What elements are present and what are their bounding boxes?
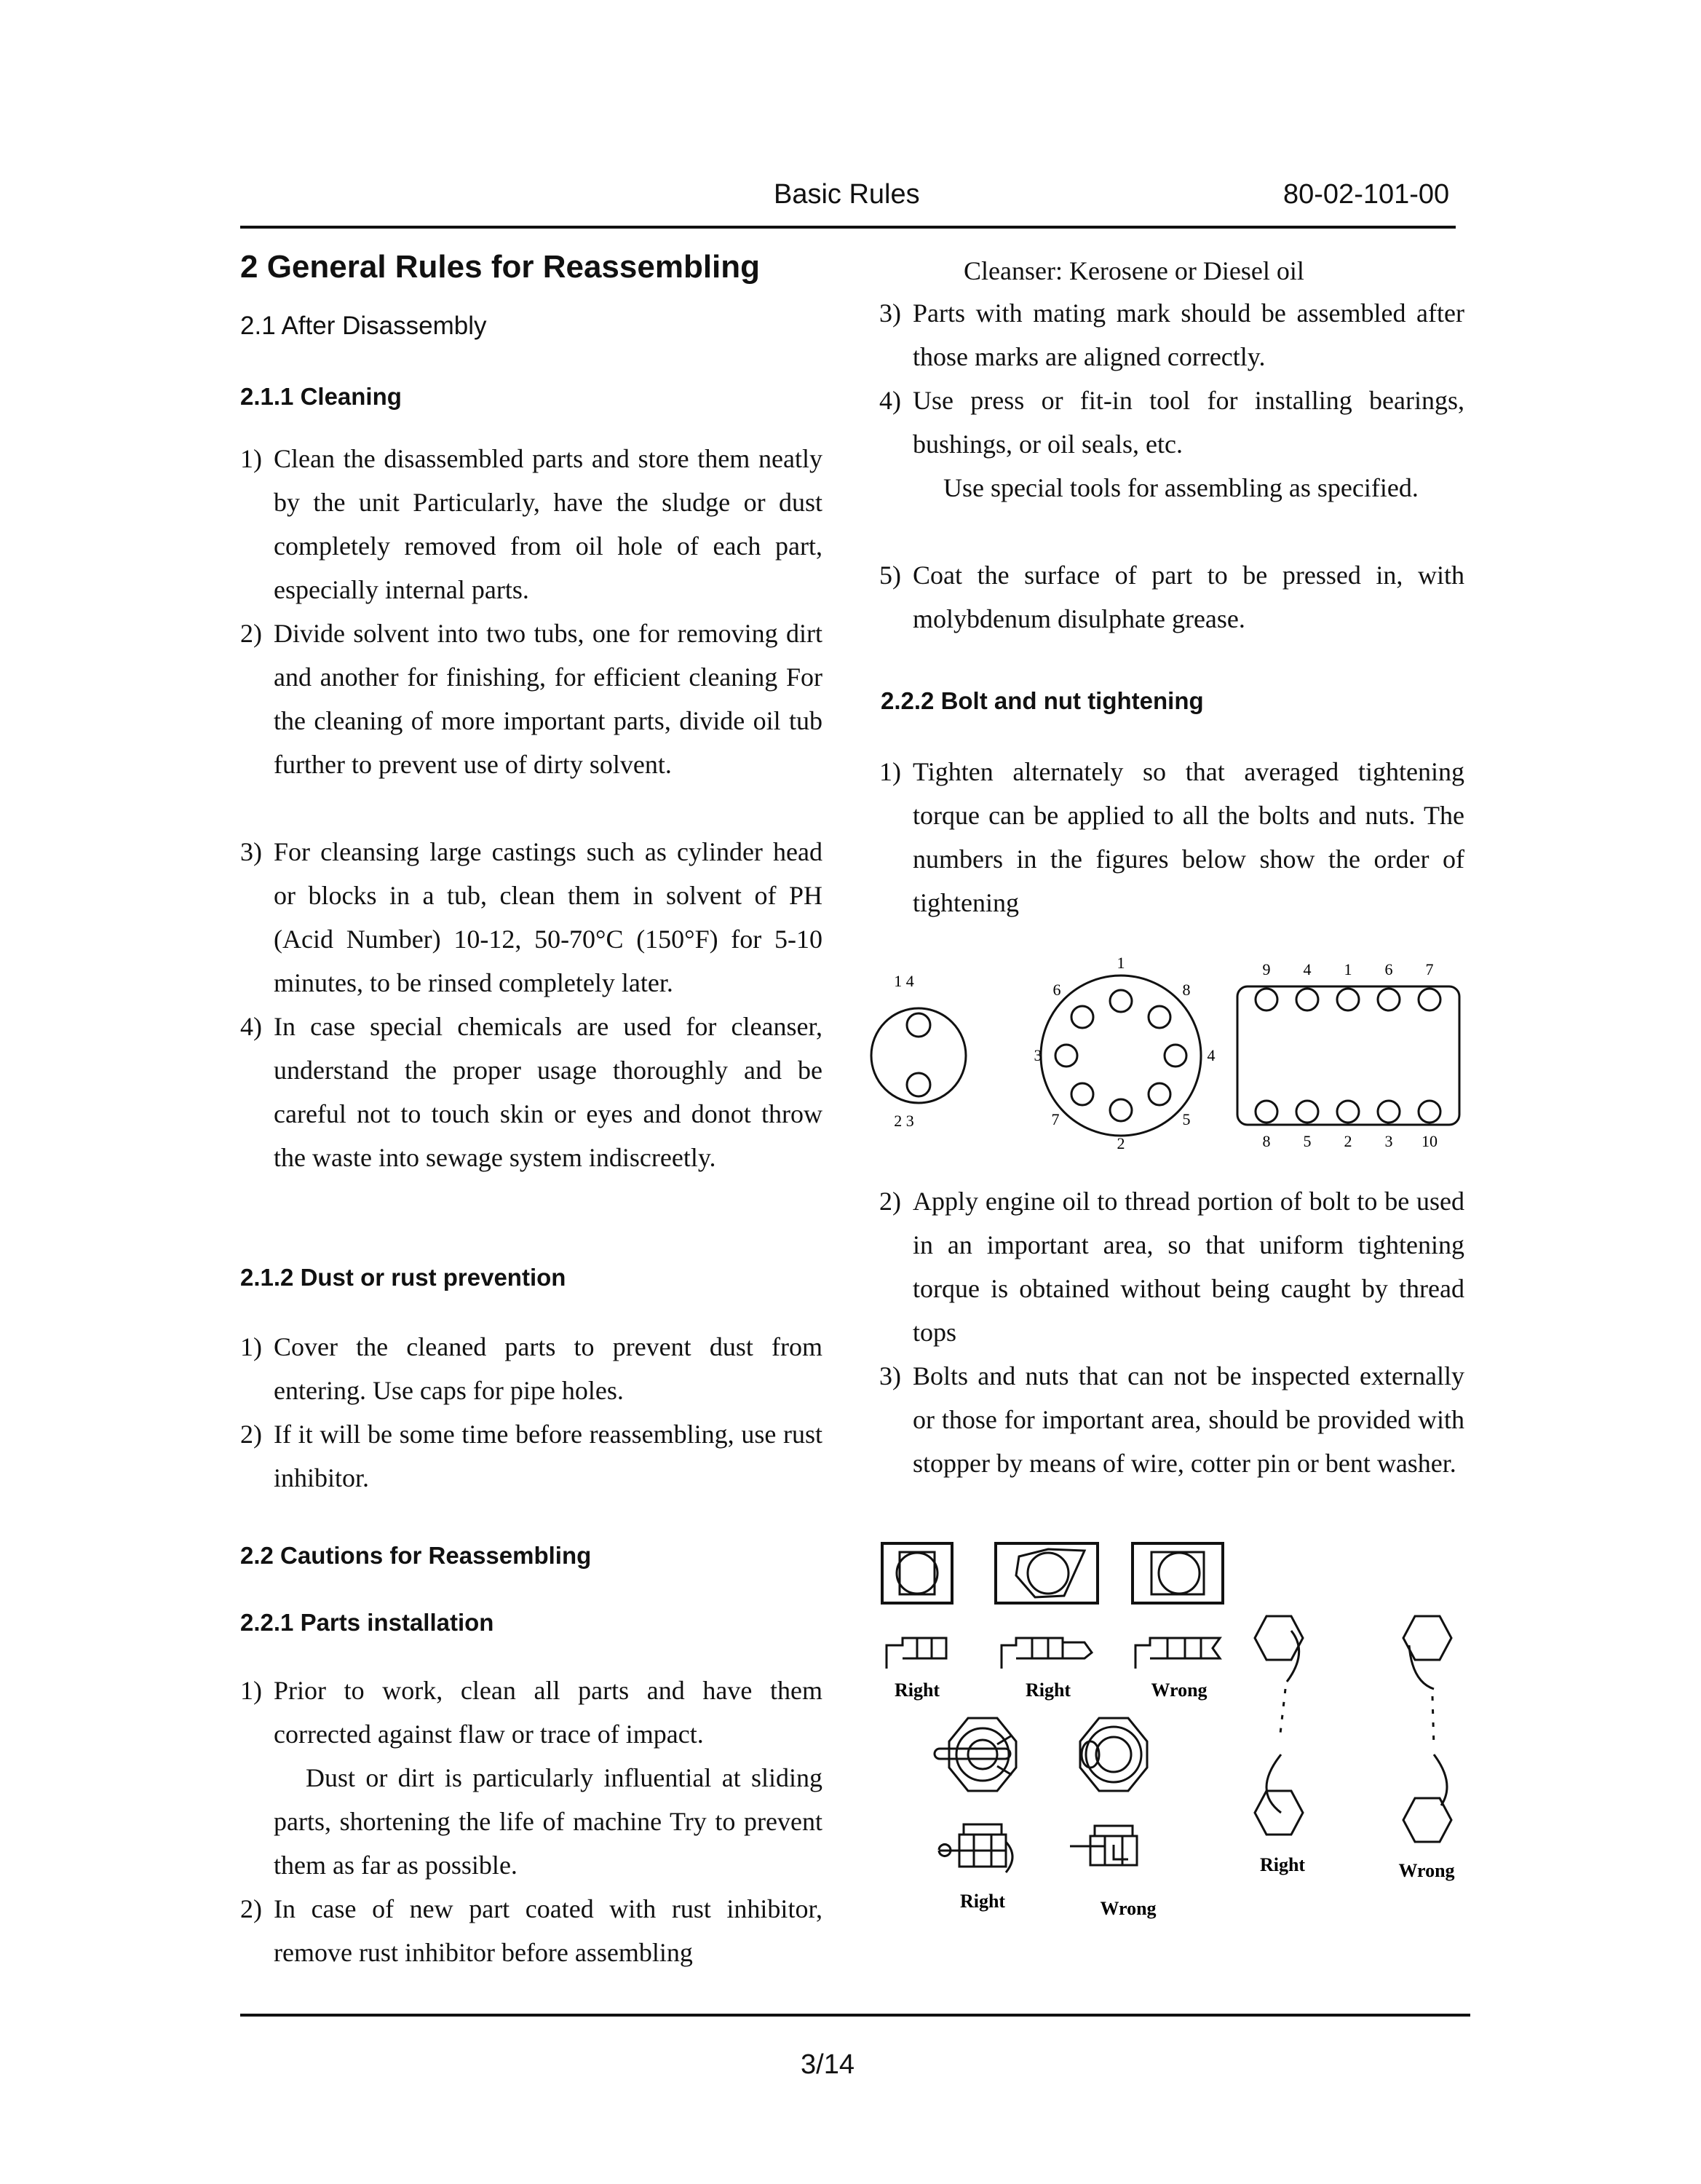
tighten-item-3 [879, 1354, 1464, 1485]
lock-wire-wrong [1398, 1616, 1454, 1881]
header-rule [240, 226, 1456, 229]
header-section-title: Basic Rules [774, 179, 920, 210]
ten-bolt-rectangle [1237, 960, 1459, 1150]
parts-item-2 [240, 1887, 822, 1974]
eight-bolt-ring [1034, 954, 1216, 1152]
wire-caption: Wrong [1398, 1860, 1455, 1881]
item-number: 1) [240, 1332, 262, 1361]
ring-label: 1 [1117, 954, 1125, 972]
washer-caption: Right [894, 1679, 940, 1701]
item-text: If it will be some time before reassembling, use rust inhibitor. [274, 1420, 822, 1492]
item-number: 3) [879, 1361, 901, 1390]
ring-label: 8 [1182, 981, 1191, 999]
two-bolt-bottom-label: 2 3 [894, 1112, 914, 1130]
rect-top-label: 9 [1262, 960, 1271, 978]
item-text: Tighten alternately so that averaged tightening torque can be applied to all the bolts and nuts. The numbers in the figures below show the order of tightening [913, 757, 1464, 917]
wire-caption: Right [1259, 1854, 1306, 1875]
tighten-item-2 [879, 1179, 1464, 1354]
item-text: Bolts and nuts that can not be inspected externally or those for important area, should be provided with stopper by means of wire, cotter pin or bent washer. [913, 1361, 1464, 1478]
rect-top-label: 4 [1303, 960, 1312, 978]
item-text: Cover the cleaned parts to prevent dust from entering. Use caps for pipe holes. [274, 1332, 822, 1405]
install-note: Use special tools for assembling as specified. [943, 473, 1419, 502]
item-text: Prior to work, clean all parts and have them corrected against flaw or trace of impact. [274, 1676, 822, 1749]
cleaning-item-4 [240, 1005, 822, 1179]
item-text: For cleansing large castings such as cylinder head or blocks in a tub, clean them in solvent of PH (Acid Number) 10-12, 50-70°C (150°F) for 5-10 minutes, to be rinsed completely later. [274, 837, 822, 997]
item-text: Coat the surface of part to be pressed in, with molybdenum disulphate grease. [913, 561, 1464, 633]
section-2-2-2-heading: 2.2.2 Bolt and nut tightening [881, 687, 1204, 714]
section-2-1-1-heading: 2.1.1 Cleaning [240, 383, 402, 410]
rect-top-label: 1 [1344, 960, 1352, 978]
chapter-title: 2 General Rules for Reassembling [240, 249, 761, 285]
item-number: 2) [240, 1420, 262, 1449]
pin-caption: Wrong [1100, 1898, 1157, 1919]
parts-note: Dust or dirt is particularly influential at sliding parts, shortening the life of machine Try to prevent them as far as possible. [274, 1763, 822, 1880]
item-text: Divide solvent into two tubs, one for removing dirt and another for finishing, for efficient cleaning For the cleaning of more important parts, divide oil tub further to prevent use of dirty solvent. [274, 619, 822, 779]
bent-washer-right-2 [996, 1543, 1098, 1701]
item-text: In case special chemicals are used for cleanser, understand the proper usage thoroughly and be careful not to touch skin or eyes and donot throw the waste into sewage system indiscreetly. [274, 1012, 822, 1172]
rect-bottom-label: 8 [1262, 1132, 1271, 1150]
castle-nut-side-wrong [1070, 1826, 1157, 1919]
dust-item-1 [240, 1325, 822, 1412]
item-number: 4) [240, 1012, 262, 1041]
castle-nut-pin-wrong [1080, 1718, 1147, 1791]
lock-wire-right [1255, 1616, 1305, 1875]
rect-top-label: 6 [1384, 960, 1393, 978]
item-number: 2) [879, 1187, 901, 1216]
dust-item-2 [240, 1412, 822, 1500]
rect-bottom-label: 2 [1344, 1132, 1352, 1150]
bent-washer-right-1 [882, 1543, 952, 1701]
washer-caption: Right [1025, 1679, 1071, 1701]
section-2-1-2-heading: 2.1.2 Dust or rust prevention [240, 1264, 566, 1291]
section-2-2-1-heading: 2.2.1 Parts installation [240, 1609, 494, 1636]
install-item-4 [879, 379, 1464, 466]
rect-top-label: 7 [1425, 960, 1434, 978]
ring-label: 6 [1052, 981, 1061, 999]
install-item-5 [879, 553, 1464, 641]
item-text: Parts with mating mark should be assembled after those marks are aligned correctly. [913, 298, 1464, 371]
cleaning-item-1 [240, 437, 822, 612]
ring-label: 2 [1117, 1134, 1125, 1152]
pin-caption: Right [959, 1891, 1006, 1912]
header-doc-number: 80-02-101-00 [1283, 179, 1450, 210]
locking-methods-figure [873, 1536, 1470, 1944]
item-text: Use press or fit-in tool for installing bearings, bushings, or oil seals, etc. [913, 386, 1464, 459]
cleaning-item-2 [240, 612, 822, 786]
item-number: 3) [240, 837, 262, 866]
item-number: 5) [879, 561, 901, 590]
item-number: 1) [879, 757, 901, 786]
cleanser-line: Cleanser: Kerosene or Diesel oil [964, 256, 1304, 285]
install-item-3 [879, 291, 1464, 379]
castle-nut-pin-right [935, 1718, 1016, 1791]
item-number: 1) [240, 1676, 262, 1705]
page-number: 3/14 [801, 2049, 855, 2080]
item-number: 2) [240, 619, 262, 648]
rect-bottom-label: 10 [1422, 1132, 1438, 1150]
footer-rule [240, 2014, 1470, 2017]
section-2-2-heading: 2.2 Cautions for Reassembling [240, 1542, 592, 1569]
item-number: 3) [879, 298, 901, 328]
two-bolt-top-label: 1 4 [894, 972, 914, 990]
ring-label: 5 [1182, 1110, 1191, 1128]
ring-label: 7 [1051, 1110, 1060, 1128]
item-text: Clean the disassembled parts and store them neatly by the unit Particularly, have the sludge or dust completely removed from oil hole of each part, especially internal parts. [274, 444, 822, 604]
parts-item-1 [240, 1669, 822, 1756]
castle-nut-side-right [939, 1824, 1012, 1912]
tightening-order-figure [866, 943, 1470, 1168]
ring-label: 3 [1034, 1046, 1042, 1064]
section-2-1-heading: 2.1 After Disassembly [240, 312, 487, 340]
rect-bottom-label: 3 [1384, 1132, 1393, 1150]
washer-caption: Wrong [1151, 1679, 1208, 1701]
ring-label: 4 [1207, 1046, 1216, 1064]
two-bolt-flange [871, 972, 966, 1130]
item-number: 2) [240, 1894, 262, 1923]
item-number: 4) [879, 386, 901, 415]
cleaning-item-3 [240, 830, 822, 1005]
tighten-item-1 [879, 750, 1464, 925]
item-number: 1) [240, 444, 262, 473]
bent-washer-wrong [1133, 1543, 1223, 1701]
item-text: In case of new part coated with rust inhibitor, remove rust inhibitor before assembling [274, 1894, 822, 1967]
rect-bottom-label: 5 [1303, 1132, 1312, 1150]
item-text: Apply engine oil to thread portion of bolt to be used in an important area, so that uniform tightening torque is obtained without being caught by thread tops [913, 1187, 1464, 1347]
